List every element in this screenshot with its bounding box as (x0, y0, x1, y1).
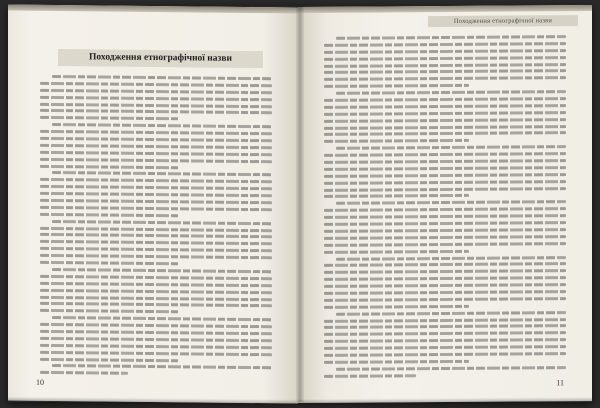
text-line (40, 357, 179, 361)
text-line (324, 70, 566, 75)
text-line (324, 269, 566, 274)
text-line (324, 297, 566, 302)
text-line (324, 249, 469, 253)
text-line (52, 364, 272, 369)
text-line (324, 360, 469, 364)
text-line (40, 275, 272, 280)
text-line (324, 242, 566, 247)
section-heading: Походження етнографічної назви (89, 52, 232, 64)
left-page-number: 10 (36, 377, 44, 387)
text-line (324, 331, 566, 336)
text-line (40, 178, 272, 183)
page-edge-shadow (298, 5, 592, 13)
left-body-text (40, 75, 272, 381)
text-line (324, 235, 566, 240)
text-line (324, 338, 566, 343)
heading-background (58, 49, 263, 68)
text-line (324, 159, 566, 164)
text-line (40, 82, 272, 87)
text-line (324, 221, 566, 226)
text-line (324, 180, 566, 185)
text-line (324, 76, 566, 81)
text-line (40, 350, 272, 355)
text-line (324, 207, 566, 212)
text-line (324, 104, 566, 109)
text-line (324, 49, 566, 54)
text-line (324, 152, 566, 157)
text-line (336, 201, 566, 206)
text-line (52, 220, 272, 225)
text-line (324, 325, 566, 330)
book-spread (8, 6, 592, 402)
page-bottom-shadow (298, 397, 592, 403)
text-line (324, 111, 566, 116)
right-page-number: 11 (556, 378, 564, 388)
text-line (324, 352, 566, 357)
text-line (324, 374, 416, 378)
text-line (52, 316, 272, 321)
running-header: Походження етнографічної назви (428, 15, 578, 27)
text-line (40, 199, 272, 204)
text-line (324, 166, 566, 171)
text-line (324, 214, 566, 219)
text-line (324, 263, 566, 268)
text-line (324, 118, 566, 123)
text-line (52, 171, 272, 176)
text-line (324, 42, 566, 47)
text-line (40, 206, 272, 211)
text-line (336, 366, 566, 371)
text-line (40, 261, 179, 265)
text-line (40, 185, 272, 190)
text-line (40, 295, 272, 300)
text-line (40, 288, 272, 293)
text-line (336, 90, 566, 95)
text-line (336, 35, 566, 40)
text-line (40, 371, 128, 375)
text-line (324, 173, 566, 178)
text-line (40, 137, 272, 142)
text-line (40, 323, 272, 328)
text-line (40, 226, 272, 231)
text-line (40, 151, 272, 156)
text-line (52, 123, 272, 128)
text-line (336, 311, 566, 316)
left-page (8, 4, 298, 403)
text-line (40, 330, 272, 335)
text-line (40, 116, 179, 120)
text-line (324, 56, 566, 61)
text-line (324, 187, 566, 192)
text-line (52, 268, 272, 273)
text-line (40, 337, 272, 342)
text-line (40, 309, 179, 313)
text-line (40, 213, 179, 217)
text-line (324, 345, 566, 350)
right-body-text (324, 35, 566, 381)
text-line (40, 233, 272, 238)
text-line (336, 256, 566, 261)
page-bottom-shadow (8, 396, 298, 403)
text-line (324, 228, 566, 233)
text-line (40, 89, 272, 94)
text-line (40, 164, 179, 168)
text-line (40, 247, 272, 252)
text-line (324, 132, 566, 137)
text-line (324, 97, 566, 102)
text-line (324, 84, 469, 88)
text-line (40, 240, 272, 245)
text-line (40, 109, 272, 114)
text-line (40, 130, 272, 135)
book-gutter (296, 6, 304, 402)
text-line (40, 144, 272, 149)
text-line (40, 282, 272, 287)
text-line (324, 194, 469, 198)
text-line (336, 145, 566, 150)
text-line (40, 192, 272, 197)
text-line (52, 75, 272, 80)
text-line (324, 283, 566, 288)
text-line (324, 276, 566, 281)
text-line (324, 125, 566, 130)
text-line (40, 344, 272, 349)
text-line (324, 290, 566, 295)
text-line (40, 95, 272, 100)
page-edge-shadow (8, 4, 298, 13)
text-line (324, 318, 566, 323)
right-page (298, 5, 592, 403)
text-line (324, 63, 566, 68)
text-line (40, 102, 272, 107)
text-line (40, 302, 272, 307)
text-line (40, 254, 272, 259)
text-line (40, 158, 272, 163)
text-line (324, 305, 469, 309)
text-line (324, 139, 469, 143)
